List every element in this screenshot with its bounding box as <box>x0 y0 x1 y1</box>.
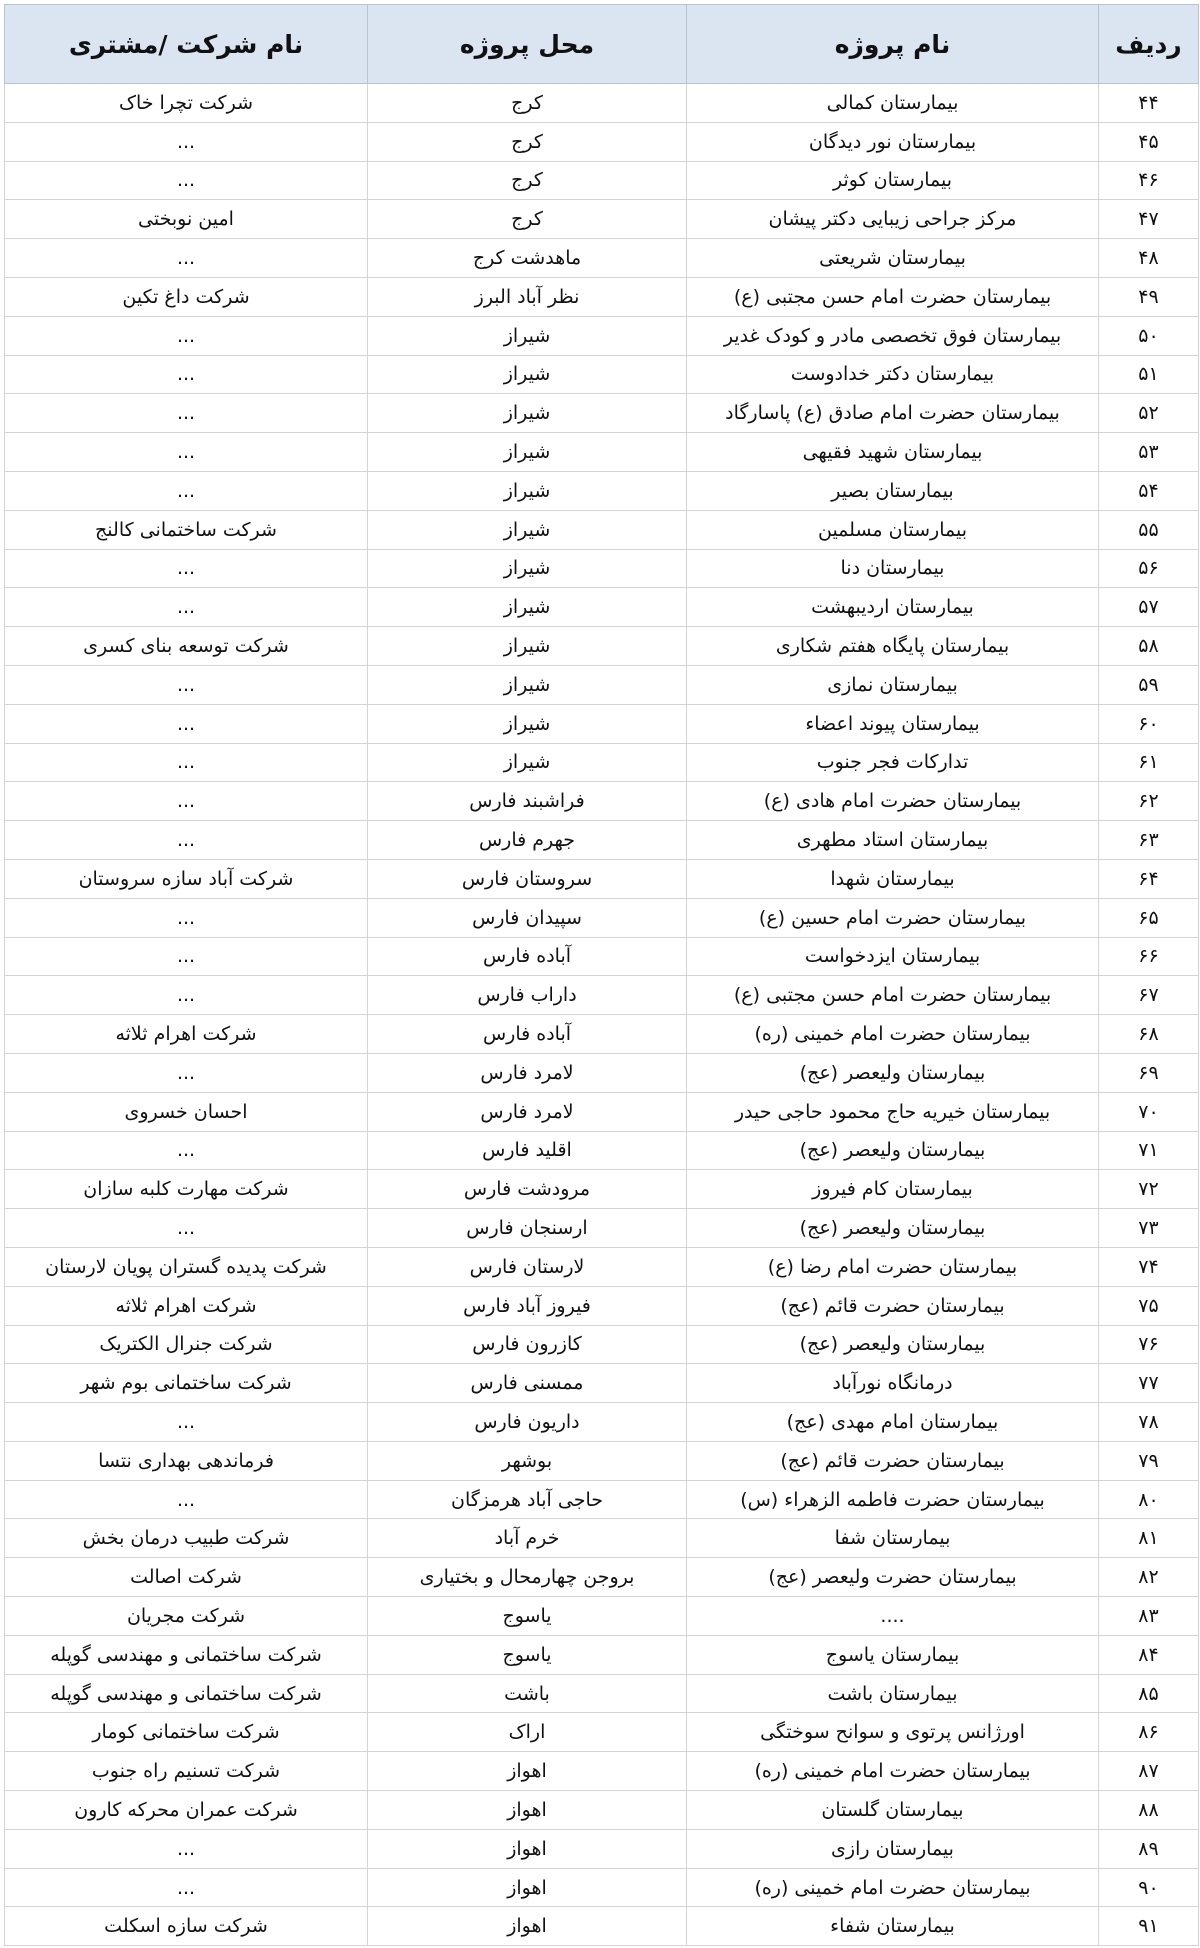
row-number-cell: ۶۳ <box>1099 821 1199 860</box>
table-row <box>5 277 1199 316</box>
row-number-cell: ۴۶ <box>1099 161 1199 200</box>
project-location-cell: فراشبند فارس <box>368 782 687 821</box>
project-name-cell: بیمارستان پیوند اعضاء <box>687 704 1099 743</box>
project-location-cell: داریون فارس <box>368 1403 687 1442</box>
header-project-location: محل پروژه <box>368 5 687 84</box>
project-location-cell: ماهدشت کرج <box>368 239 687 278</box>
table-row <box>5 937 1199 976</box>
project-location-cell: کرج <box>368 161 687 200</box>
project-name-cell: بیمارستان مسلمین <box>687 510 1099 549</box>
project-location-cell: فیروز آباد فارس <box>368 1286 687 1325</box>
row-number-cell: ۷۰ <box>1099 1092 1199 1131</box>
project-location-cell: داراب فارس <box>368 976 687 1015</box>
table-row <box>5 1713 1199 1752</box>
row-number-cell: ۵۸ <box>1099 627 1199 666</box>
company-cell: ... <box>5 394 368 433</box>
project-location-cell: آباده فارس <box>368 937 687 976</box>
company-cell: ... <box>5 821 368 860</box>
project-name-cell: بیمارستان یاسوج <box>687 1635 1099 1674</box>
row-number-cell: ۵۳ <box>1099 433 1199 472</box>
company-cell: شرکت ساختمانی و مهندسی گوپله <box>5 1635 368 1674</box>
project-name-cell: بیمارستان نمازی <box>687 665 1099 704</box>
row-number-cell: ۵۵ <box>1099 510 1199 549</box>
row-number-cell: ۶۷ <box>1099 976 1199 1015</box>
row-number-cell: ۴۹ <box>1099 277 1199 316</box>
table-row <box>5 1752 1199 1791</box>
company-cell: ... <box>5 1829 368 1868</box>
row-number-cell: ۵۲ <box>1099 394 1199 433</box>
table-row <box>5 1441 1199 1480</box>
table-row <box>5 588 1199 627</box>
project-name-cell: بیمارستان ولیعصر (عج) <box>687 1325 1099 1364</box>
company-cell: ... <box>5 937 368 976</box>
table-row <box>5 1053 1199 1092</box>
project-name-cell: بیمارستان کوثر <box>687 161 1099 200</box>
project-name-cell: .... <box>687 1597 1099 1636</box>
table-row <box>5 1092 1199 1131</box>
row-number-cell: ۸۹ <box>1099 1829 1199 1868</box>
company-cell: ... <box>5 665 368 704</box>
project-name-cell: بیمارستان حضرت فاطمه الزهراء (س) <box>687 1480 1099 1519</box>
project-name-cell: اورژانس پرتوی و سوانح سوختگی <box>687 1713 1099 1752</box>
project-location-cell: بوشهر <box>368 1441 687 1480</box>
company-cell: امین نوبختی <box>5 200 368 239</box>
header-row <box>5 5 1199 84</box>
company-cell: ... <box>5 355 368 394</box>
company-cell: شرکت سازه اسکلت <box>5 1907 368 1946</box>
project-name-cell: بیمارستان بصیر <box>687 471 1099 510</box>
project-location-cell: آباده فارس <box>368 1015 687 1054</box>
project-name-cell: بیمارستان حضرت امام حسین (ع) <box>687 898 1099 937</box>
row-number-cell: ۵۶ <box>1099 549 1199 588</box>
table-row <box>5 1209 1199 1248</box>
company-cell: شرکت تسنیم راه جنوب <box>5 1752 368 1791</box>
project-name-cell: تدارکات فجر جنوب <box>687 743 1099 782</box>
project-name-cell: بیمارستان باشت <box>687 1674 1099 1713</box>
project-name-cell: مرکز جراحی زیبایی دکتر پیشان <box>687 200 1099 239</box>
company-cell: شرکت ساختمانی و مهندسی گوپله <box>5 1674 368 1713</box>
company-cell: شرکت عمران محرکه کارون <box>5 1791 368 1830</box>
company-cell: شرکت مجریان <box>5 1597 368 1636</box>
project-location-cell: اهواز <box>368 1868 687 1907</box>
row-number-cell: ۴۴ <box>1099 84 1199 123</box>
header-row-number: ردیف <box>1099 5 1199 84</box>
project-location-cell: ممسنی فارس <box>368 1364 687 1403</box>
project-location-cell: شیراز <box>368 471 687 510</box>
table-row <box>5 1364 1199 1403</box>
table-row <box>5 355 1199 394</box>
company-cell: شرکت طبیب درمان بخش <box>5 1519 368 1558</box>
project-location-cell: یاسوج <box>368 1635 687 1674</box>
project-location-cell: بروجن چهارمحال و بختیاری <box>368 1558 687 1597</box>
project-location-cell: شیراز <box>368 355 687 394</box>
project-name-cell: بیمارستان حضرت قائم (عج) <box>687 1286 1099 1325</box>
company-cell: ... <box>5 1053 368 1092</box>
company-cell: ... <box>5 743 368 782</box>
row-number-cell: ۴۵ <box>1099 122 1199 161</box>
project-name-cell: بیمارستان شفا <box>687 1519 1099 1558</box>
company-cell: شرکت آباد سازه سروستان <box>5 859 368 898</box>
project-name-cell: بیمارستان شهید فقیهی <box>687 433 1099 472</box>
project-name-cell: بیمارستان کام فیروز <box>687 1170 1099 1209</box>
project-name-cell: بیمارستان ولیعصر (عج) <box>687 1053 1099 1092</box>
project-name-cell: بیمارستان گلستان <box>687 1791 1099 1830</box>
company-cell: ... <box>5 588 368 627</box>
project-name-cell: بیمارستان دکتر خدادوست <box>687 355 1099 394</box>
table-row <box>5 394 1199 433</box>
project-location-cell: باشت <box>368 1674 687 1713</box>
table-row <box>5 1131 1199 1170</box>
project-name-cell: بیمارستان حضرت امام حسن مجتبی (ع) <box>687 277 1099 316</box>
row-number-cell: ۷۳ <box>1099 1209 1199 1248</box>
project-name-cell: بیمارستان دنا <box>687 549 1099 588</box>
row-number-cell: ۷۵ <box>1099 1286 1199 1325</box>
row-number-cell: ۷۷ <box>1099 1364 1199 1403</box>
project-location-cell: کرج <box>368 84 687 123</box>
project-location-cell: کرج <box>368 122 687 161</box>
row-number-cell: ۷۱ <box>1099 1131 1199 1170</box>
project-location-cell: کازرون فارس <box>368 1325 687 1364</box>
company-cell: ... <box>5 471 368 510</box>
table-row <box>5 782 1199 821</box>
project-name-cell: بیمارستان حضرت امام خمینی (ره) <box>687 1752 1099 1791</box>
project-location-cell: اهواز <box>368 1752 687 1791</box>
company-cell: ... <box>5 782 368 821</box>
table-row <box>5 1907 1199 1946</box>
header-company-customer: نام شرکت /مشتری <box>5 5 368 84</box>
project-name-cell: بیمارستان کمالی <box>687 84 1099 123</box>
company-cell: ... <box>5 239 368 278</box>
table-row <box>5 1674 1199 1713</box>
row-number-cell: ۶۵ <box>1099 898 1199 937</box>
project-name-cell: بیمارستان رازی <box>687 1829 1099 1868</box>
table-row <box>5 1519 1199 1558</box>
table-row <box>5 433 1199 472</box>
project-name-cell: بیمارستان استاد مطهری <box>687 821 1099 860</box>
project-location-cell: شیراز <box>368 316 687 355</box>
company-cell: شرکت پدیده گستران پویان لارستان <box>5 1247 368 1286</box>
project-location-cell: سروستان فارس <box>368 859 687 898</box>
row-number-cell: ۴۸ <box>1099 239 1199 278</box>
company-cell: ... <box>5 898 368 937</box>
project-location-cell: مرودشت فارس <box>368 1170 687 1209</box>
table-row <box>5 1286 1199 1325</box>
project-name-cell: بیمارستان ولیعصر (عج) <box>687 1209 1099 1248</box>
table-row <box>5 859 1199 898</box>
header-project-name: نام پروژه <box>687 5 1099 84</box>
table-row <box>5 1480 1199 1519</box>
row-number-cell: ۸۸ <box>1099 1791 1199 1830</box>
project-location-cell: شیراز <box>368 704 687 743</box>
table-row <box>5 1791 1199 1830</box>
project-name-cell: بیمارستان اردیبهشت <box>687 588 1099 627</box>
company-cell: شرکت ساختمانی بوم شهر <box>5 1364 368 1403</box>
row-number-cell: ۵۷ <box>1099 588 1199 627</box>
project-name-cell: بیمارستان خیریه حاج محمود حاجی حیدر <box>687 1092 1099 1131</box>
row-number-cell: ۸۵ <box>1099 1674 1199 1713</box>
table-row <box>5 549 1199 588</box>
company-cell: ... <box>5 976 368 1015</box>
project-name-cell: بیمارستان حضرت امام حسن مجتبی (ع) <box>687 976 1099 1015</box>
company-cell: شرکت تچرا خاک <box>5 84 368 123</box>
projects-table <box>4 4 1199 1946</box>
project-name-cell: بیمارستان حضرت قائم (عج) <box>687 1441 1099 1480</box>
row-number-cell: ۵۱ <box>1099 355 1199 394</box>
table-row <box>5 821 1199 860</box>
company-cell: فرماندهی بهداری نتسا <box>5 1441 368 1480</box>
project-name-cell: بیمارستان فوق تخصصی مادر و کودک غدیر <box>687 316 1099 355</box>
company-cell: ... <box>5 1209 368 1248</box>
project-name-cell: بیمارستان ولیعصر (عج) <box>687 1131 1099 1170</box>
company-cell: ... <box>5 1480 368 1519</box>
company-cell: شرکت اهرام ثلاثه <box>5 1286 368 1325</box>
company-cell: شرکت توسعه بنای کسری <box>5 627 368 666</box>
row-number-cell: ۷۹ <box>1099 1441 1199 1480</box>
project-location-cell: شیراز <box>368 627 687 666</box>
row-number-cell: ۶۸ <box>1099 1015 1199 1054</box>
row-number-cell: ۷۲ <box>1099 1170 1199 1209</box>
row-number-cell: ۸۴ <box>1099 1635 1199 1674</box>
row-number-cell: ۵۹ <box>1099 665 1199 704</box>
company-cell: ... <box>5 161 368 200</box>
company-cell: ... <box>5 1403 368 1442</box>
company-cell: شرکت جنرال الکتریک <box>5 1325 368 1364</box>
row-number-cell: ۶۱ <box>1099 743 1199 782</box>
project-location-cell: لامرد فارس <box>368 1092 687 1131</box>
project-location-cell: لامرد فارس <box>368 1053 687 1092</box>
project-name-cell: بیمارستان ایزدخواست <box>687 937 1099 976</box>
table-row <box>5 316 1199 355</box>
row-number-cell: ۸۳ <box>1099 1597 1199 1636</box>
row-number-cell: ۶۴ <box>1099 859 1199 898</box>
project-name-cell: بیمارستان حضرت امام هادی (ع) <box>687 782 1099 821</box>
table-row <box>5 898 1199 937</box>
table-row <box>5 1325 1199 1364</box>
company-cell: شرکت ساختمانی کومار <box>5 1713 368 1752</box>
table-row <box>5 200 1199 239</box>
company-cell: شرکت مهارت کلبه سازان <box>5 1170 368 1209</box>
project-location-cell: شیراز <box>368 394 687 433</box>
project-name-cell: درمانگاه نورآباد <box>687 1364 1099 1403</box>
table-row <box>5 1635 1199 1674</box>
table-row <box>5 1015 1199 1054</box>
company-cell: ... <box>5 316 368 355</box>
row-number-cell: ۸۶ <box>1099 1713 1199 1752</box>
project-location-cell: سپیدان فارس <box>368 898 687 937</box>
table-row <box>5 976 1199 1015</box>
row-number-cell: ۴۷ <box>1099 200 1199 239</box>
table-row <box>5 1597 1199 1636</box>
table-row <box>5 1829 1199 1868</box>
row-number-cell: ۷۶ <box>1099 1325 1199 1364</box>
row-number-cell: ۶۲ <box>1099 782 1199 821</box>
project-location-cell: شیراز <box>368 433 687 472</box>
project-location-cell: یاسوج <box>368 1597 687 1636</box>
project-location-cell: اراک <box>368 1713 687 1752</box>
project-name-cell: بیمارستان حضرت امام رضا (ع) <box>687 1247 1099 1286</box>
table-row <box>5 1403 1199 1442</box>
company-cell: شرکت ساختمانی کالنج <box>5 510 368 549</box>
project-name-cell: بیمارستان شهدا <box>687 859 1099 898</box>
table-row <box>5 510 1199 549</box>
project-location-cell: خرم آباد <box>368 1519 687 1558</box>
project-location-cell: نظر آباد البرز <box>368 277 687 316</box>
company-cell: شرکت اصالت <box>5 1558 368 1597</box>
company-cell: ... <box>5 549 368 588</box>
table-row <box>5 665 1199 704</box>
row-number-cell: ۶۶ <box>1099 937 1199 976</box>
row-number-cell: ۸۱ <box>1099 1519 1199 1558</box>
projects-sheet <box>4 4 1198 1944</box>
project-name-cell: بیمارستان حضرت امام خمینی (ره) <box>687 1015 1099 1054</box>
project-name-cell: بیمارستان شریعتی <box>687 239 1099 278</box>
project-location-cell: کرج <box>368 200 687 239</box>
table-row <box>5 1558 1199 1597</box>
project-name-cell: بیمارستان پایگاه هفتم شکاری <box>687 627 1099 666</box>
row-number-cell: ۶۰ <box>1099 704 1199 743</box>
company-cell: ... <box>5 1131 368 1170</box>
table-row <box>5 161 1199 200</box>
project-location-cell: اهواز <box>368 1907 687 1946</box>
project-location-cell: اقلید فارس <box>368 1131 687 1170</box>
row-number-cell: ۶۹ <box>1099 1053 1199 1092</box>
row-number-cell: ۷۴ <box>1099 1247 1199 1286</box>
row-number-cell: ۹۰ <box>1099 1868 1199 1907</box>
company-cell: شرکت داغ تکین <box>5 277 368 316</box>
project-name-cell: بیمارستان شفاء <box>687 1907 1099 1946</box>
table-row <box>5 84 1199 123</box>
project-name-cell: بیمارستان حضرت امام خمینی (ره) <box>687 1868 1099 1907</box>
table-row <box>5 704 1199 743</box>
company-cell: ... <box>5 433 368 472</box>
table-row <box>5 471 1199 510</box>
project-name-cell: بیمارستان نور دیدگان <box>687 122 1099 161</box>
table-row <box>5 239 1199 278</box>
row-number-cell: ۵۰ <box>1099 316 1199 355</box>
row-number-cell: ۷۸ <box>1099 1403 1199 1442</box>
project-name-cell: بیمارستان حضرت امام صادق (ع) پاسارگاد <box>687 394 1099 433</box>
table-row <box>5 122 1199 161</box>
company-cell: ... <box>5 1868 368 1907</box>
project-location-cell: حاجی آباد هرمزگان <box>368 1480 687 1519</box>
table-row <box>5 1170 1199 1209</box>
company-cell: ... <box>5 704 368 743</box>
project-location-cell: شیراز <box>368 510 687 549</box>
project-location-cell: شیراز <box>368 588 687 627</box>
project-location-cell: ارسنجان فارس <box>368 1209 687 1248</box>
table-row <box>5 1868 1199 1907</box>
project-location-cell: شیراز <box>368 743 687 782</box>
project-location-cell: جهرم فارس <box>368 821 687 860</box>
row-number-cell: ۹۱ <box>1099 1907 1199 1946</box>
project-location-cell: اهواز <box>368 1791 687 1830</box>
company-cell: ... <box>5 122 368 161</box>
company-cell: احسان خسروی <box>5 1092 368 1131</box>
row-number-cell: ۸۲ <box>1099 1558 1199 1597</box>
project-location-cell: شیراز <box>368 549 687 588</box>
table-row <box>5 1247 1199 1286</box>
row-number-cell: ۸۷ <box>1099 1752 1199 1791</box>
project-location-cell: شیراز <box>368 665 687 704</box>
table-row <box>5 743 1199 782</box>
row-number-cell: ۵۴ <box>1099 471 1199 510</box>
table-header <box>5 5 1199 84</box>
project-name-cell: بیمارستان حضرت ولیعصر (عج) <box>687 1558 1099 1597</box>
table-body <box>5 84 1199 1946</box>
project-location-cell: لارستان فارس <box>368 1247 687 1286</box>
company-cell: شرکت اهرام ثلاثه <box>5 1015 368 1054</box>
row-number-cell: ۸۰ <box>1099 1480 1199 1519</box>
project-name-cell: بیمارستان امام مهدی (عج) <box>687 1403 1099 1442</box>
table-row <box>5 627 1199 666</box>
project-location-cell: اهواز <box>368 1829 687 1868</box>
